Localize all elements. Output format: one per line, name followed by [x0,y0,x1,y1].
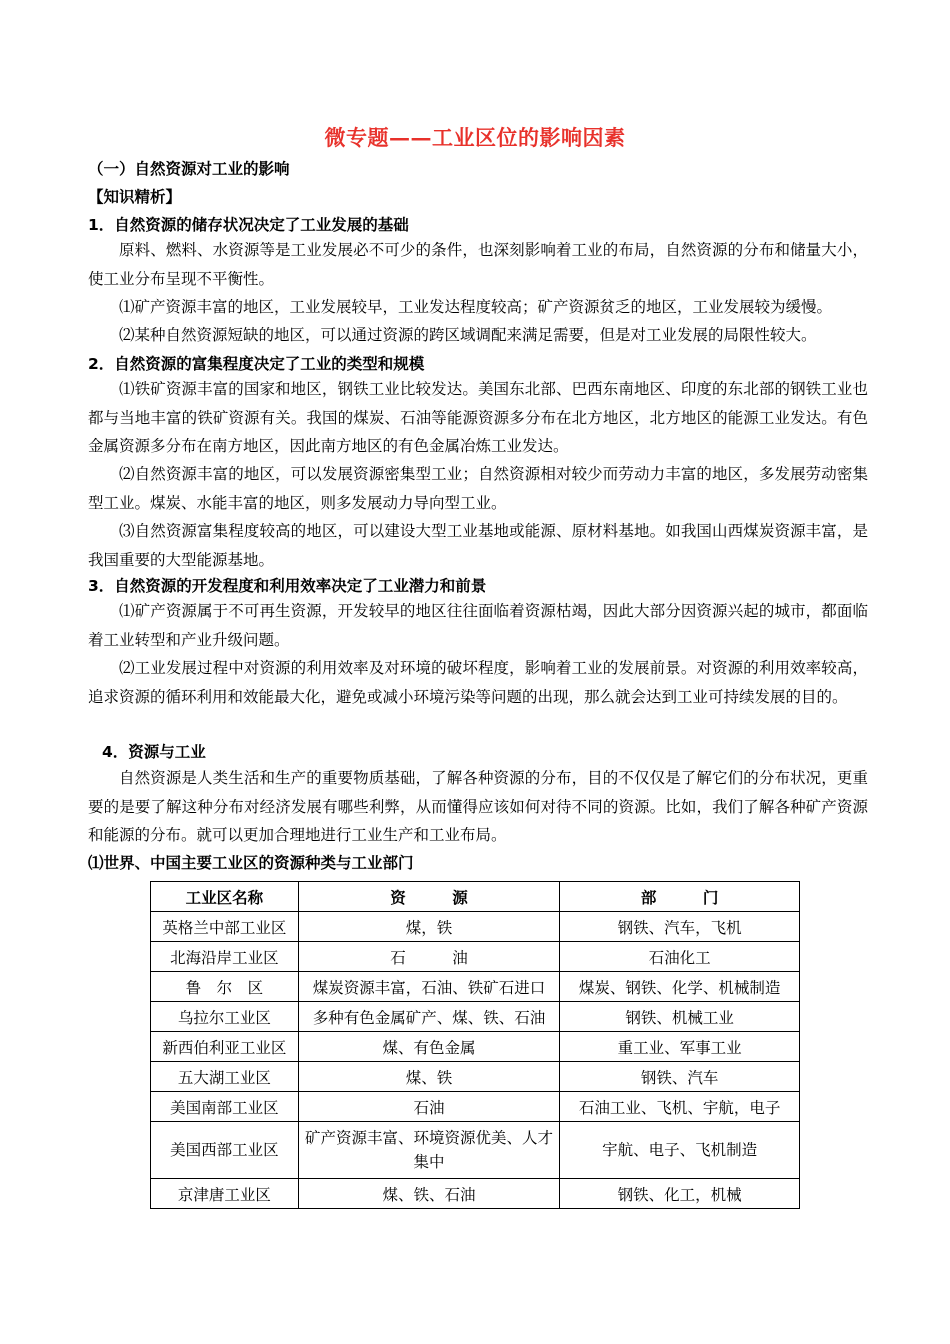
cell-region: 鲁 尔 区 [151,972,299,1002]
cell-resources: 多种有色金属矿产、煤、铁、石油 [298,1002,560,1032]
heading-3: 3．自然资源的开发程度和利用效率决定了工业潜力和前景 [88,577,487,595]
cell-resources: 石油 [298,1092,560,1122]
cell-sectors: 钢铁、汽车，飞机 [560,912,800,942]
table-row [151,972,800,1002]
cell-region: 美国西部工业区 [151,1122,299,1179]
table-row [151,1179,800,1209]
cell-region: 北海沿岸工业区 [151,942,299,972]
header-sectors: 部 门 [560,882,800,912]
section-heading: （一）自然资源对工业的影响 [88,160,290,178]
cell-sectors: 煤炭、钢铁、化学、机械制造 [560,972,800,1002]
table-row [151,1092,800,1122]
cell-sectors: 石油工业、飞机、宇航，电子 [560,1092,800,1122]
cell-sectors: 钢铁、化工，机械 [560,1179,800,1209]
table-row [151,1032,800,1062]
paragraph-2b: ⑵自然资源丰富的地区，可以发展资源密集型工业；自然资源相对较少而劳动力丰富的地区，多发展劳动密集型工业。煤炭、水能丰富的地区，则多发展动力导向型工业。 [88,465,868,512]
paragraph-1: 原料、燃料、水资源等是工业发展必不可少的条件，也深刻影响着工业的布局，自然资源的分布和储量大小，使工业分布呈现不平衡性。 [88,241,868,288]
cell-resources: 煤、铁、石油 [298,1179,560,1209]
heading-4: 4．资源与工业 [102,743,206,761]
paragraph-1b: ⑵某种自然资源短缺的地区，可以通过资源的跨区域调配来满足需要，但是对工业发展的局限性较大。 [119,326,817,344]
table-row [151,942,800,972]
paragraph-3b: ⑵工业发展过程中对资源的利用效率及对环境的破坏程度，影响着工业的发展前景。对资源的利用效率较高，追求资源的循环利用和效能最大化，避免或减小环境污染等问题的出现，那么就会达到工业可持续发展的目的。 [88,659,868,706]
cell-resources: 煤炭资源丰富，石油、铁矿石进口 [298,972,560,1002]
cell-region: 京津唐工业区 [151,1179,299,1209]
cell-region: 美国南部工业区 [151,1092,299,1122]
cell-sectors: 钢铁、汽车 [560,1062,800,1092]
paragraph-4: 自然资源是人类生活和生产的重要物质基础，了解各种资源的分布，目的不仅仅是了解它们的分布状况，更重要的是要了解这种分布对经济发展有哪些利弊，从而懂得应该如何对待不同的资源。比如，我们了解各种矿产资源和能源的分布。就可以更加合理地进行工业生产和工业布局。 [88,769,868,844]
table-row [151,1062,800,1092]
cell-sectors: 宇航、电子、飞机制造 [560,1122,800,1179]
heading-2: 2．自然资源的富集程度决定了工业的类型和规模 [88,355,425,373]
paragraph-2a: ⑴铁矿资源丰富的国家和地区，钢铁工业比较发达。美国东北部、巴西东南地区、印度的东北部的钢铁工业也都与当地丰富的铁矿资源有关。我国的煤炭、石油等能源资源多分布在北方地区，北方地区的能源工业发达。有色金属资源多分布在南方地区，因此南方地区的有色金属冶炼工业发达。 [88,380,868,455]
heading-1: 1．自然资源的储存状况决定了工业发展的基础 [88,216,409,234]
knowledge-label: 【知识精析】 [88,188,182,206]
cell-sectors: 钢铁、机械工业 [560,1002,800,1032]
table-caption: ⑴世界、中国主要工业区的资源种类与工业部门 [88,854,414,872]
cell-resources: 石 油 [298,942,560,972]
cell-region: 五大湖工业区 [151,1062,299,1092]
table-row [151,912,800,942]
table-row [151,1002,800,1032]
cell-region: 乌拉尔工业区 [151,1002,299,1032]
cell-resources: 矿产资源丰富、环境资源优美、人才集中 [298,1122,560,1179]
cell-region: 英格兰中部工业区 [151,912,299,942]
table-header-row [151,882,800,912]
cell-sectors: 重工业、军事工业 [560,1032,800,1062]
table-row [151,1122,800,1179]
header-resources: 资 源 [298,882,560,912]
cell-resources: 煤、有色金属 [298,1032,560,1062]
paragraph-3a: ⑴矿产资源属于不可再生资源，开发较早的地区往往面临着资源枯竭，因此大部分因资源兴起的城市，都面临着工业转型和产业升级问题。 [88,602,868,649]
header-region: 工业区名称 [151,882,299,912]
paragraph-2c: ⑶自然资源富集程度较高的地区，可以建设大型工业基地或能源、原材料基地。如我国山西煤炭资源丰富，是我国重要的大型能源基地。 [88,522,868,569]
resource-table [150,881,800,1209]
paragraph-1a: ⑴矿产资源丰富的地区，工业发展较早，工业发达程度较高；矿产资源贫乏的地区，工业发展较为缓慢。 [119,298,833,316]
cell-region: 新西伯利亚工业区 [151,1032,299,1062]
page-title: 微专题——工业区位的影响因素 [324,125,626,150]
cell-resources: 煤、铁 [298,1062,560,1092]
cell-resources: 煤，铁 [298,912,560,942]
cell-sectors: 石油化工 [560,942,800,972]
